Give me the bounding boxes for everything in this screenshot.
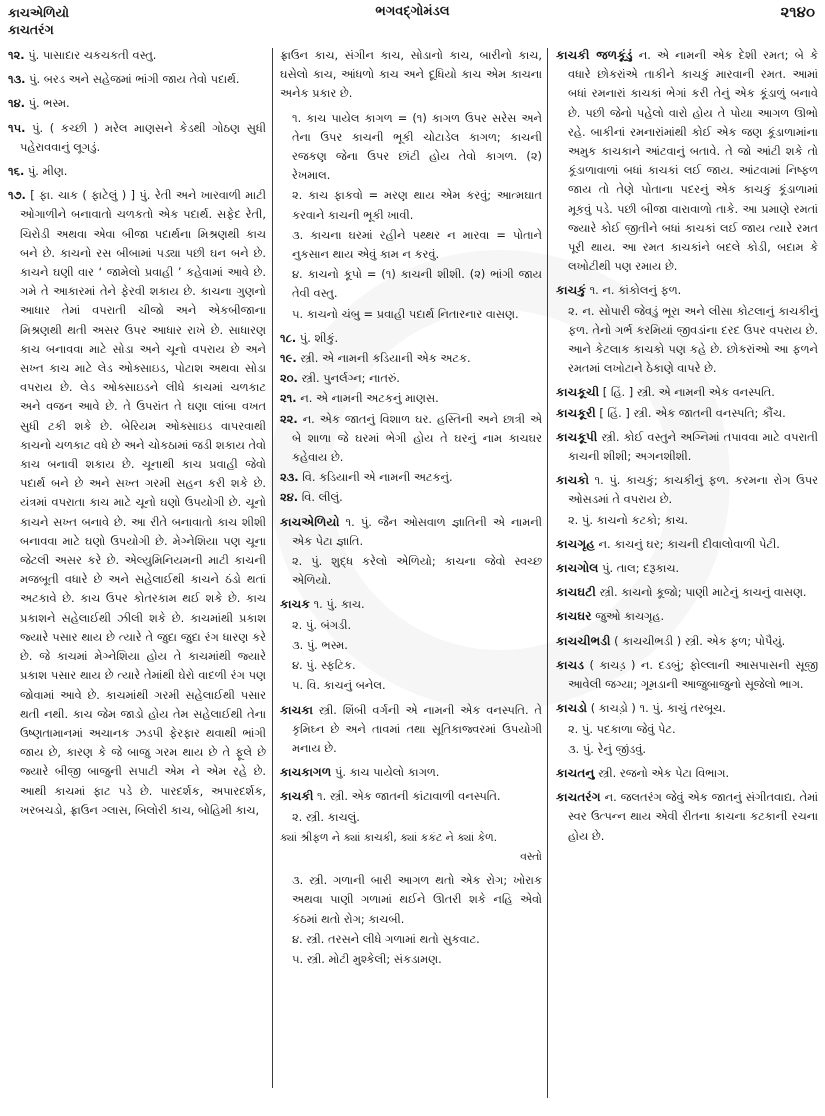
- phrase-item: ૫. કાચનો ચંબુ = પ્રવાહી પદાર્થ નિતારનાર વાસણ.: [292, 306, 519, 321]
- sense-item: ૫. વિ. કાચનું બનેલ.: [292, 678, 386, 693]
- sense-item: ૨. પું. કાચનો કટકો; કાચ.: [568, 512, 689, 527]
- sense-item: ૪. પું. સ્ફટિક.: [292, 658, 356, 673]
- dictionary-entry: કાચડ ( કાચડ઼ ) ન. દડબું; ફોલ્લાની આસપાસની સૂજી આવેલી જગ્યા; ગૂમડાની આજુબાજુનો સૂજેલો ભાગ.: [556, 657, 818, 692]
- dictionary-entry: કાચકૂપી સ્ત્રી. કોઈ વસ્તુને અગ્નિમાં તપાવવા માટે વપરાતી કાચની શીશી; અગનશીશી.: [556, 429, 818, 464]
- headword: કાચતનુ: [556, 765, 595, 780]
- headword: કાચચીભડી: [556, 633, 611, 648]
- dictionary-entry: કાચડો ( કાચડ઼ો ) ૧. પું. કાચું તરબૂચ.: [556, 701, 726, 716]
- dictionary-entry: કાચકા સ્ત્રી. શિંબી વર્ગની એ નામની એક વનસ્પતિ. તે કૃમિઘ્ન છે અને તાવમાં તથા સૂતિકાજ્વરમાં ઉપયોગી મનાય છે.: [280, 702, 542, 755]
- page-number: ૨૧૪૦: [780, 3, 815, 21]
- dictionary-entry: કાચગૃહ ન. કાચનું ઘર; કાચની દીવાલોવાળી પેટી.: [556, 536, 780, 551]
- headword: કાચગોલ: [556, 561, 599, 576]
- sense-item: ૨. ન. સોપારી જેવડું ભૂરા અને લીસા કોટલાનું કાચકીનું ફળ. તેનો ગર્ભ કરમિયાં જીવડાંના દરદ ઉપર વપરાય છે. આને કેટલાક કાચકો પણ કહે છે. છોકરાંઓ આ ફળને રમતમાં લખોટાને ઠેકાણે વાપરે છે.: [568, 303, 818, 376]
- book-title: ભગવદ્ગોમંડલ: [375, 4, 450, 19]
- dictionary-entry: કાચતરંગ ન. જલતરંગ જેવું એક જાતનું સંગીતવાદ્ય. તેમાં સ્વર ઉત્પન્ન થાય એવી રીતના કાચના કટકાની રચના હોય છે.: [556, 790, 818, 843]
- dictionary-entry: કાચકી જળકૂંડું ન. એ નામની એક દેશી રમત; બે કે વધારે છોકરાંએ તાકીને કાચકું મારવાની રમત. આમાં બધાં રમનારાં કાચકાં ભેગાં કરી તેનું એક કૂંડાળું બનાવે છે. પછી જેનો પહેલો વારો હોય તે પોયા આગળ ઊભો રહે. બાકીનાં રમનારાંમાંથી કોઈ એક જણ કૂંડાળામાંના અમુક કાચકાને આંટવાનું બતાવે. તે જો આંટી શકે તો કૂંડાળાવાળાં બધાં કાચકાં લઈ જાય. આંટવામાં નિષ્ફળ જાય તો તેણે પોતાના પદરનું એક કાચકું કૂંડાળામાં મૂકવું પડે. પછી બીજા વારાવાળો તાકે. આ પ્રમાણે રમતાં જ્યારે કોઈ જીતીને બધાં કાચકાં લઈ જાય ત્યારે રમત પૂરી થાય. આ રમત કાચકાંને બદલે કોડી, બદામ કે લખોટીથી પણ રમાય છે.: [556, 48, 818, 274]
- headword: કાચગૃહ: [556, 536, 595, 551]
- sense-item: ૩. સ્ત્રી. ગળાની બારી આગળ થતો એક રોગ; ખોરાક અથવા પાણી ગળામાં થઈને ઊતરી શકે નહિ એવો કંઠમાં થતો રોગ; કાચબી.: [292, 873, 542, 926]
- dictionary-entry: કાચચીભડી ( કાચચીભડી ) સ્ત્રી. એક ફળ; પોપૈયું.: [556, 633, 786, 648]
- sense-item: ૧૯. સ્ત્રી. એ નામની કડિયાની એક અટક.: [280, 351, 471, 366]
- sense-item: ૧૨. પું. પાસાદાર ચકચકતી વસ્તુ.: [8, 48, 157, 62]
- headword: કાચક: [280, 597, 310, 612]
- sense-item: ૧૭. [ ફા. ચાક ( ફાટેલું ) ] પું. રેતી અને ખારવાળી માટી ઓગાળીને બનાવાતો ચળકતો એક પદાર્થ. સફેદ રેતી, ચિરોડી અથવા એવા બીજા પદાર્થના મિશ્રણથી કાચ બને છે. કાચનો રસ બીબામાં પડ્યા પછી ઘન બને છે. કાચને ઘણી વાર ‘ જામેલો પ્રવાહી ’ કહેવામાં આવે છે. ગમે તે આકારમાં તેને ફેરવી શકાય છે. કાચના ગુણનો આધાર તેમાં વપરાતી ચીજો અને એકબીજાના મિશ્રણથી થતી અસર ઉપર આધાર રાખે છે. સાધારણ કાચ બનાવવા માટે સોડા અને ચૂનો વપરાય છે અને સખ્ત કાચ માટે લેડ ઓક્સાઇડ, પોટાશ અથવા સોડા વપરાય છે. લેડ ઓક્સાઇડને લીધે કાચમાં ચળકાટ અને વજન આવે છે. તે ઉપરાંત તે ઘણા લાંબા વખત સુધી ટકી શકે છે. બેરિયમ ઓક્સાઇડ વાપરવાથી કાચનો ચળકાટ વધે છે અને ચોકઠામાં જડી શકાય તેવો કાચ બનાવી શકાય છે. ચૂનાથી કાચ પ્રવાહી જેવો પદાર્થ બને છે અને સખ્ત ગરમી સહન કરી શકે છે. યંત્રમાં વપરાતા કાચ માટે ચૂનો ઘણો ઉપયોગી છે. ચૂનો કાચને સખ્ત બનાવે છે. આ રીતે બનાવાતો કાચ શીશી બનાવવા માટે ઘણો ઉપયોગી છે. મેગ્નેશિયા પણ ચૂના જેટલી અસર કરે છે. એલ્યુમિનિયમની માટી કાચની મજબૂતી વધારે છે અને સહેલાઈથી કાચને ઠંડો થતાં અટકાવે છે. કાચ ઉપર કોતરકામ થઈ શકે છે. કાચ પ્રકાશને સહેલાઈથી ઝીલી શકે છે. કાચમાંથી પ્રકાશ જ્યારે પસાર થાય છે ત્યારે તે જુદા જુદા રંગ ધારણ કરે છે. જે કાચમાં મેગ્નેશિયા હોય તે કાચમાંથી જ્યારે પ્રકાશ પસાર થાય છે ત્યારે તેમાંથી ઘેરો વાદળી રંગ પણ જોવામાં આવે છે. કાચમાંથી ગરમી સહેલાઈથી પસાર થતી નથી. કાચ જેમ જાડો હોય તેમ સહેલાઈથી તેના ઉષ્ણતામાનમાં અચાનક ઝડપી ફેરફાર થવાથી ભાંગી જાય છે, કારણ કે જે બાજુ ગરમ થાય છે તે ફૂલે છે જ્યારે બીજી બાજુની સપાટી એમ ને એમ રહે છે. આથી કાચમાં ફાટ પડે છે. પારદર્શક, અપારદર્શક, ખરબચડો, ફ્રાઉન ગ્લાસ, બિલોરી કાચ, બોહિમી કાચ,: [8, 188, 266, 817]
- sense-item: ૧૫. પું. ( કચ્છી ) મરેલ માણસને કેડથી ગોઠણ સુધી પહેરાવવાનું લૂગડું.: [8, 120, 266, 154]
- dictionary-entry: કાચઘર જુઓ કાચગૃહ.: [556, 609, 665, 624]
- quotation: ક્યાં શ્રીફળ ને ક્યાં કાચકી, ક્યાં કકંટ ને ક્યાં કેળ.: [280, 830, 498, 844]
- dictionary-entry: કાચતનુ સ્ત્રી. રજનો એક પેટા વિભાગ.: [556, 765, 730, 780]
- dictionary-entry: કાચઘટી સ્ત્રી. કાચનો કૂજો; પાણી માટેનું કાચનું વાસણ.: [556, 585, 807, 600]
- headword: કાચકૂચી: [556, 385, 600, 400]
- sense-item: ૪. સ્ત્રી. તરસને લીધે ગળામાં થતો સુકવાટ.: [292, 931, 480, 946]
- headword: કાચકા: [280, 702, 313, 717]
- dictionary-entry: કાચકું ૧. ન. કાંકોલનું ફળ.: [556, 283, 682, 298]
- page-header: [0, 0, 825, 44]
- sense-item: ૨૪. વિ. લીલું.: [280, 490, 343, 505]
- sense-item: ૧૪. પું. ભસ્મ.: [8, 96, 70, 111]
- phrase-item: ૪. કાચનો કૂપો = (૧) કાચની શીશી. (૨) ભાંગી જાય તેવી વસ્તુ.: [292, 267, 542, 301]
- headword: કાચકું: [556, 283, 586, 298]
- sense-item: ૩. પું. ભસ્મ.: [292, 637, 348, 652]
- sense-item: ૫. સ્ત્રી. મોટી મુશ્કેલી; સંકડામણ.: [292, 951, 442, 966]
- phrase-item: ૧. કાચ પાયેલ કાગળ = (૧) કાગળ ઉપર સરેસ અને તેના ઉપર કાચની ભૂકી ચોટાડેલ કાગળ; કાચની રજકણ જેના ઉપર છાંટી હોય તેવો કાગળ. (૨) રેખમાલ.: [292, 110, 542, 183]
- headword: કાચઘટી: [556, 585, 596, 600]
- phrase-item: ૩. કાચના ઘરમાં રહીને પથ્થર ન મારવા = પોતાને નુકસાન થાય એવું કામ ન કરવું.: [292, 227, 542, 262]
- sense-item: ૨. પું. શુદ્ધ કરેલો એળિયો; કાચના જેવો સ્વચ્છ એળિયો.: [292, 554, 542, 588]
- sense-item: ૧૩. પું. બરડ અને સહેજમાં ભાંગી જાય તેવો પદાર્થ.: [8, 72, 240, 87]
- dictionary-entry: કાચકાગળ પું. કાચ પાયેલો કાગળ.: [280, 765, 440, 780]
- headword: કાચએળિયો: [280, 514, 340, 529]
- column-left: [8, 46, 266, 825]
- headword: કાચડો: [556, 701, 588, 716]
- sense-item: ૧૬. પું. મીણ.: [8, 164, 68, 179]
- sense-item: ૨૩. વિ. કડિયાની એ નામની અટકનું.: [280, 470, 453, 485]
- column-divider: [272, 48, 273, 1088]
- dictionary-entry: કાચકો ૧. પું. કાચકું; કાચકીનું ફળ. કરમના રોગ ઉપર ઓસડમાં તે વપરાય છે.: [556, 473, 819, 507]
- sense-item: ૨૧. ન. એ નામની અટકનું માણસ.: [280, 391, 439, 406]
- sense-item: ૨. પું. બંગડી.: [292, 617, 352, 632]
- dictionary-entry: કાચક ૧. પું. કાચ.: [280, 597, 365, 612]
- sense-item: ૩. પું. રેનું જીંડવું.: [568, 741, 646, 756]
- column-middle: [280, 46, 542, 974]
- headword: કાચડ: [556, 657, 585, 672]
- quotation-source: વસ્તો: [520, 849, 542, 863]
- continuation-text: ફ્રાઉન કાચ, સંગીન કાચ, સોડાનો કાચ, બારીનો કાચ, ઘસેલો કાચ, આંધળો કાચ અને દૂધિયો કાચ એમ કાચના અનેક પ્રકાર છે.: [280, 48, 542, 101]
- headword: કાચકાગળ: [280, 765, 332, 780]
- headword: કાચકો: [556, 473, 589, 488]
- dictionary-entry: કાચગોલ પું. તાલ; દરૂકાચ.: [556, 561, 680, 576]
- dictionary-entry: કાચકી ૧. સ્ત્રી. એક જાતની કાંટાવાળી વનસ્પતિ.: [280, 789, 501, 804]
- headword: કાચતરંગ: [556, 790, 601, 805]
- guide-word-last: કાચતરંગ: [8, 22, 54, 37]
- column-divider: [547, 48, 548, 1098]
- sense-item: ૨. પું. પદકાળા જેવું પેટ.: [568, 721, 676, 736]
- dictionary-entry: કાચકૂચી [ હિં. ] સ્ત્રી. એ નામની એક વનસ્પતિ.: [556, 385, 775, 400]
- headword: કાચકૂરી: [556, 405, 596, 420]
- sense-item: ૧૮. પું. શીકું.: [280, 330, 339, 345]
- headword: કાચકૂપી: [556, 429, 598, 444]
- phrase-item: ૨. કાચ ફાકવો = મરણ થાય એમ કરવું; આત્મઘાત કરવાને કાચની ભૂકી ખાવી.: [292, 188, 542, 222]
- headword: કાચઘર: [556, 609, 592, 624]
- headword: કાચકી જળકૂંડું: [556, 48, 633, 62]
- dictionary-entry: કાચએળિયો ૧. પું. જૈન ઓસવાળ જ્ઞાતિની એ નામની એક પેટા જ્ઞાતિ.: [280, 514, 543, 548]
- guide-word-first: કાચએળિયો: [8, 5, 70, 20]
- sense-item: ૨૦. સ્ત્રી. પુનર્લગ્ન; નાતરું.: [280, 371, 400, 386]
- sense-item: ૨૨. ન. એક જાતનું વિશાળ ઘર. હસ્તિની અને છાત્રી એ બે શાળા જે ઘરમાં ભેગી હોય તે ઘરનું નામ કાચઘર કહેવાય છે.: [280, 411, 542, 465]
- headword: કાચકી: [280, 789, 314, 804]
- sense-item: ૨. સ્ત્રી. કાચલું.: [292, 809, 360, 824]
- column-right: [556, 46, 818, 851]
- dictionary-entry: કાચકૂરી [ હિં. ] સ્ત્રી. એક જાતની વનસ્પતિ; કૌંચ.: [556, 405, 786, 420]
